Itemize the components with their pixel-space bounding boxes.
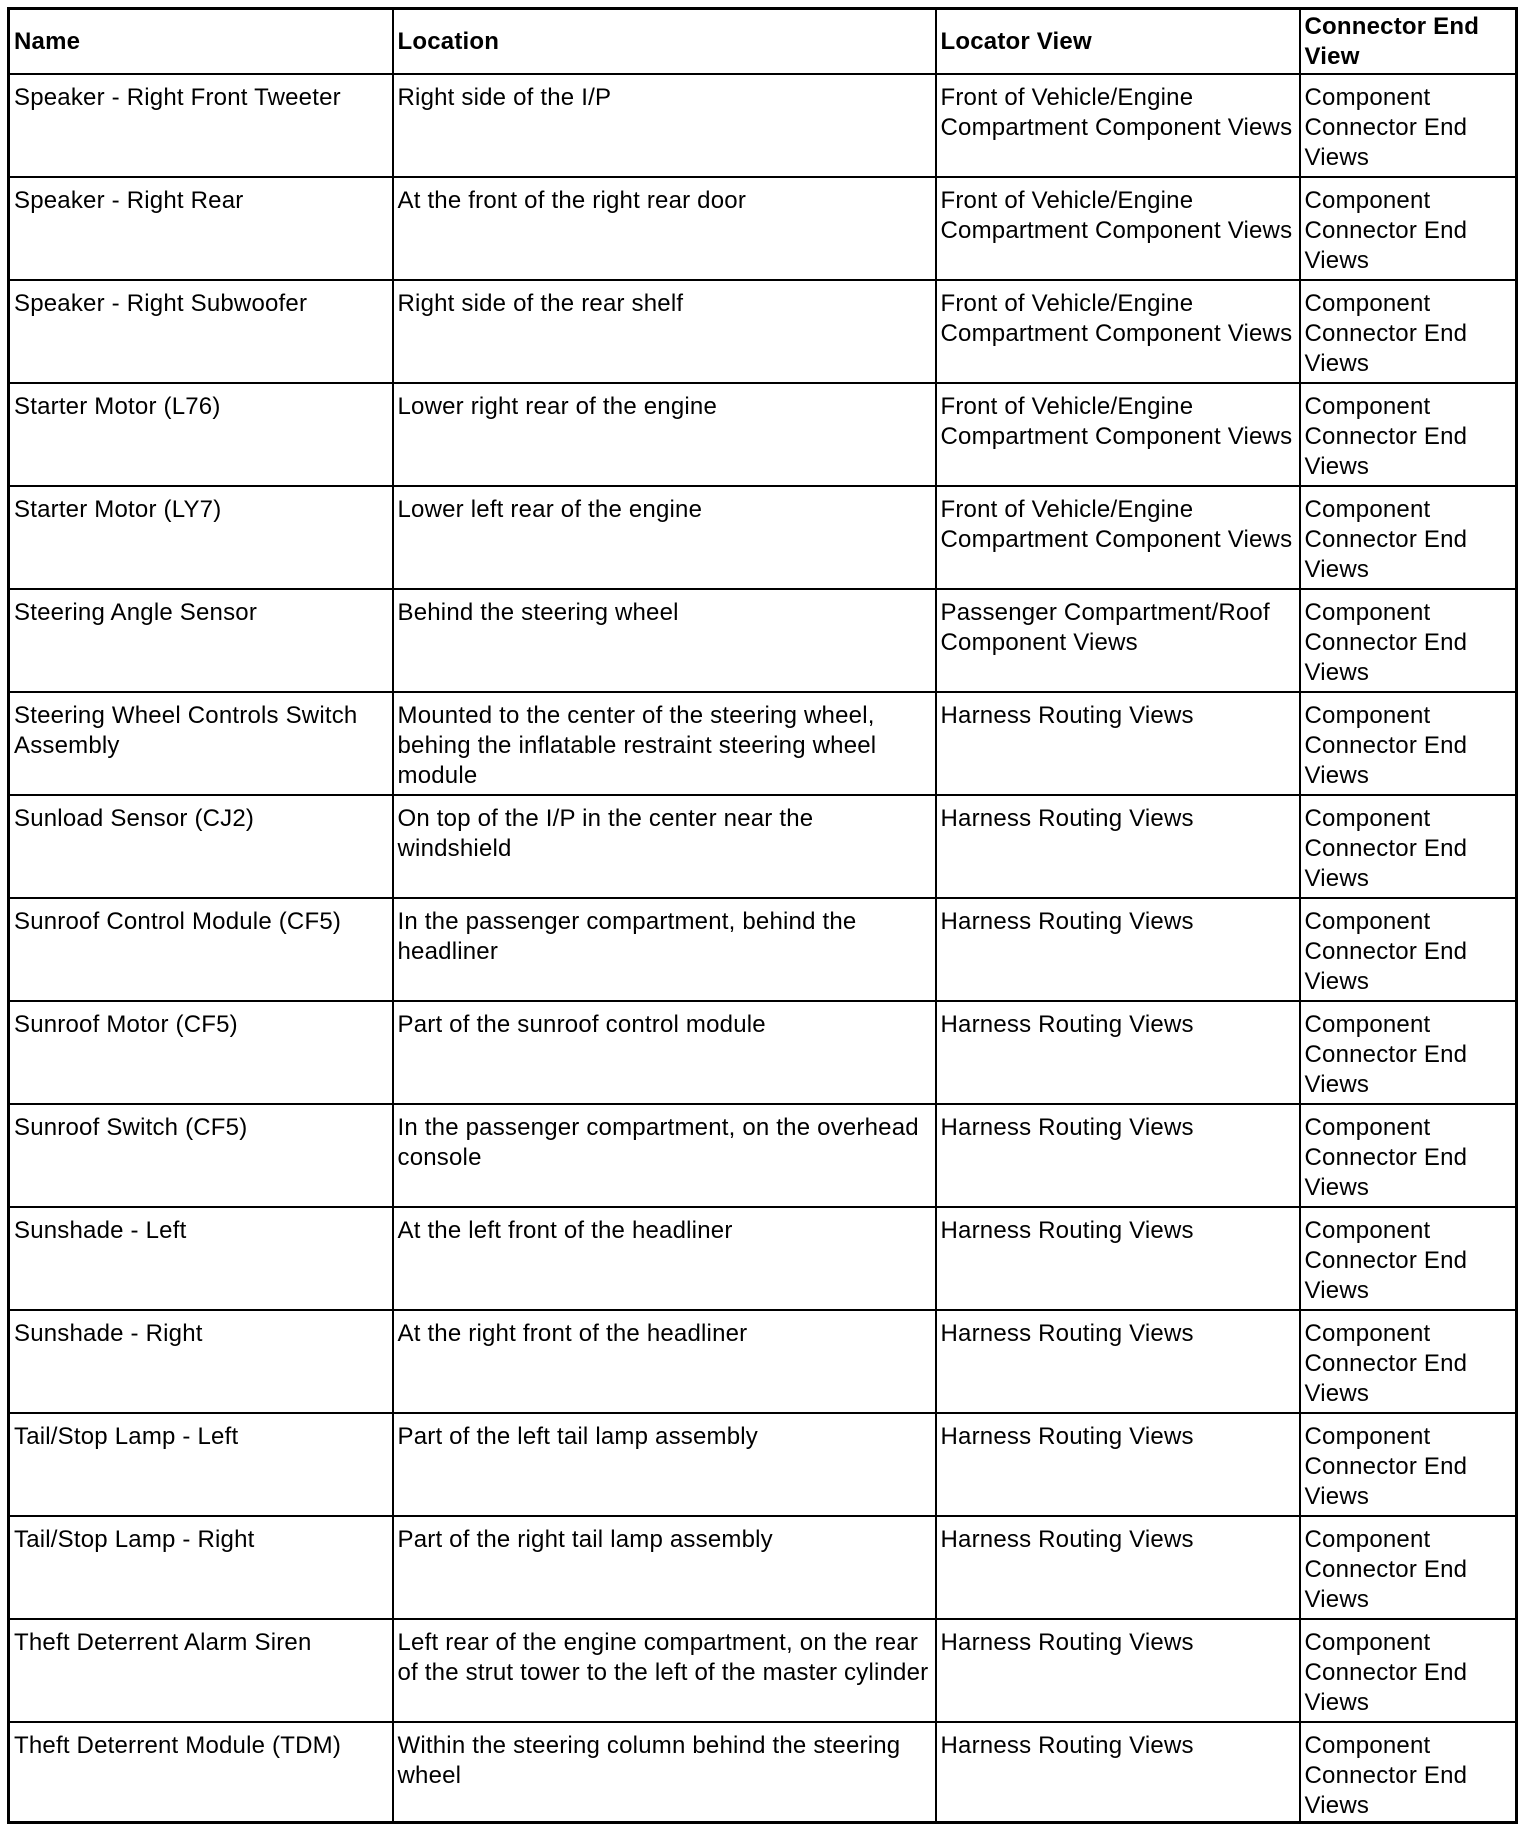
cell-connector-end-view: Component Connector End Views bbox=[1300, 1207, 1517, 1310]
table-row bbox=[9, 692, 1517, 795]
cell-location: In the passenger compartment, behind the headliner bbox=[393, 898, 936, 1001]
table-row bbox=[9, 898, 1517, 1001]
cell-name: Sunload Sensor (CJ2) bbox=[9, 795, 393, 898]
cell-location: At the right front of the headliner bbox=[393, 1310, 936, 1413]
table-row bbox=[9, 1619, 1517, 1722]
cell-locator-view: Harness Routing Views bbox=[936, 1516, 1300, 1619]
cell-name: Starter Motor (LY7) bbox=[9, 486, 393, 589]
component-locator-table bbox=[7, 7, 1518, 1824]
table-row bbox=[9, 1516, 1517, 1619]
cell-locator-view: Front of Vehicle/Engine Compartment Component Views bbox=[936, 486, 1300, 589]
table-row bbox=[9, 383, 1517, 486]
cell-locator-view: Harness Routing Views bbox=[936, 1207, 1300, 1310]
cell-location: Left rear of the engine compartment, on the rear of the strut tower to the left of the master cylinder bbox=[393, 1619, 936, 1722]
cell-locator-view: Front of Vehicle/Engine Compartment Component Views bbox=[936, 383, 1300, 486]
cell-locator-view: Harness Routing Views bbox=[936, 692, 1300, 795]
header-location: Location bbox=[393, 9, 936, 75]
cell-location: On top of the I/P in the center near the windshield bbox=[393, 795, 936, 898]
cell-locator-view: Passenger Compartment/Roof Component Views bbox=[936, 589, 1300, 692]
cell-connector-end-view: Component Connector End Views bbox=[1300, 795, 1517, 898]
cell-connector-end-view: Component Connector End Views bbox=[1300, 280, 1517, 383]
cell-connector-end-view: Component Connector End Views bbox=[1300, 1001, 1517, 1104]
cell-name: Sunroof Motor (CF5) bbox=[9, 1001, 393, 1104]
cell-connector-end-view: Component Connector End Views bbox=[1300, 1104, 1517, 1207]
table-row bbox=[9, 1104, 1517, 1207]
cell-connector-end-view: Component Connector End Views bbox=[1300, 1722, 1517, 1823]
cell-name: Sunroof Control Module (CF5) bbox=[9, 898, 393, 1001]
cell-locator-view: Harness Routing Views bbox=[936, 1001, 1300, 1104]
cell-connector-end-view: Component Connector End Views bbox=[1300, 1310, 1517, 1413]
cell-name: Starter Motor (L76) bbox=[9, 383, 393, 486]
table-row bbox=[9, 1722, 1517, 1823]
cell-name: Tail/Stop Lamp - Left bbox=[9, 1413, 393, 1516]
cell-connector-end-view: Component Connector End Views bbox=[1300, 1413, 1517, 1516]
table-row bbox=[9, 589, 1517, 692]
cell-connector-end-view: Component Connector End Views bbox=[1300, 692, 1517, 795]
table-row bbox=[9, 177, 1517, 280]
cell-locator-view: Front of Vehicle/Engine Compartment Component Views bbox=[936, 280, 1300, 383]
cell-location: Part of the left tail lamp assembly bbox=[393, 1413, 936, 1516]
cell-name: Theft Deterrent Alarm Siren bbox=[9, 1619, 393, 1722]
cell-locator-view: Harness Routing Views bbox=[936, 898, 1300, 1001]
cell-connector-end-view: Component Connector End Views bbox=[1300, 589, 1517, 692]
cell-connector-end-view: Component Connector End Views bbox=[1300, 1516, 1517, 1619]
cell-locator-view: Harness Routing Views bbox=[936, 1722, 1300, 1823]
cell-name: Speaker - Right Rear bbox=[9, 177, 393, 280]
cell-name: Speaker - Right Subwoofer bbox=[9, 280, 393, 383]
table-row bbox=[9, 486, 1517, 589]
table-header-row bbox=[9, 9, 1517, 75]
cell-name: Theft Deterrent Module (TDM) bbox=[9, 1722, 393, 1823]
cell-name: Sunshade - Right bbox=[9, 1310, 393, 1413]
table-row bbox=[9, 1413, 1517, 1516]
table-row bbox=[9, 280, 1517, 383]
table-row bbox=[9, 74, 1517, 177]
table-row bbox=[9, 795, 1517, 898]
cell-name: Sunroof Switch (CF5) bbox=[9, 1104, 393, 1207]
cell-connector-end-view: Component Connector End Views bbox=[1300, 486, 1517, 589]
cell-name: Steering Wheel Controls Switch Assembly bbox=[9, 692, 393, 795]
table-row bbox=[9, 1207, 1517, 1310]
cell-location: At the front of the right rear door bbox=[393, 177, 936, 280]
cell-locator-view: Front of Vehicle/Engine Compartment Component Views bbox=[936, 177, 1300, 280]
cell-locator-view: Harness Routing Views bbox=[936, 795, 1300, 898]
cell-connector-end-view: Component Connector End Views bbox=[1300, 177, 1517, 280]
cell-locator-view: Harness Routing Views bbox=[936, 1619, 1300, 1722]
cell-location: Right side of the rear shelf bbox=[393, 280, 936, 383]
cell-connector-end-view: Component Connector End Views bbox=[1300, 74, 1517, 177]
cell-location: Part of the right tail lamp assembly bbox=[393, 1516, 936, 1619]
cell-location: Mounted to the center of the steering wheel, behing the inflatable restraint steering wheel module bbox=[393, 692, 936, 795]
cell-locator-view: Harness Routing Views bbox=[936, 1413, 1300, 1516]
header-locator-view: Locator View bbox=[936, 9, 1300, 75]
cell-location: Within the steering column behind the steering wheel bbox=[393, 1722, 936, 1823]
cell-locator-view: Front of Vehicle/Engine Compartment Component Views bbox=[936, 74, 1300, 177]
cell-location: Part of the sunroof control module bbox=[393, 1001, 936, 1104]
cell-name: Tail/Stop Lamp - Right bbox=[9, 1516, 393, 1619]
cell-connector-end-view: Component Connector End Views bbox=[1300, 898, 1517, 1001]
cell-locator-view: Harness Routing Views bbox=[936, 1104, 1300, 1207]
cell-location: At the left front of the headliner bbox=[393, 1207, 936, 1310]
cell-location: Right side of the I/P bbox=[393, 74, 936, 177]
table-row bbox=[9, 1001, 1517, 1104]
cell-locator-view: Harness Routing Views bbox=[936, 1310, 1300, 1413]
cell-location: In the passenger compartment, on the overhead console bbox=[393, 1104, 936, 1207]
cell-connector-end-view: Component Connector End Views bbox=[1300, 383, 1517, 486]
cell-name: Sunshade - Left bbox=[9, 1207, 393, 1310]
header-connector-end-view: Connector End View bbox=[1300, 9, 1517, 75]
cell-location: Behind the steering wheel bbox=[393, 589, 936, 692]
cell-name: Speaker - Right Front Tweeter bbox=[9, 74, 393, 177]
cell-location: Lower right rear of the engine bbox=[393, 383, 936, 486]
cell-location: Lower left rear of the engine bbox=[393, 486, 936, 589]
table-body bbox=[9, 74, 1517, 1823]
cell-name: Steering Angle Sensor bbox=[9, 589, 393, 692]
table-row bbox=[9, 1310, 1517, 1413]
cell-connector-end-view: Component Connector End Views bbox=[1300, 1619, 1517, 1722]
header-name: Name bbox=[9, 9, 393, 75]
